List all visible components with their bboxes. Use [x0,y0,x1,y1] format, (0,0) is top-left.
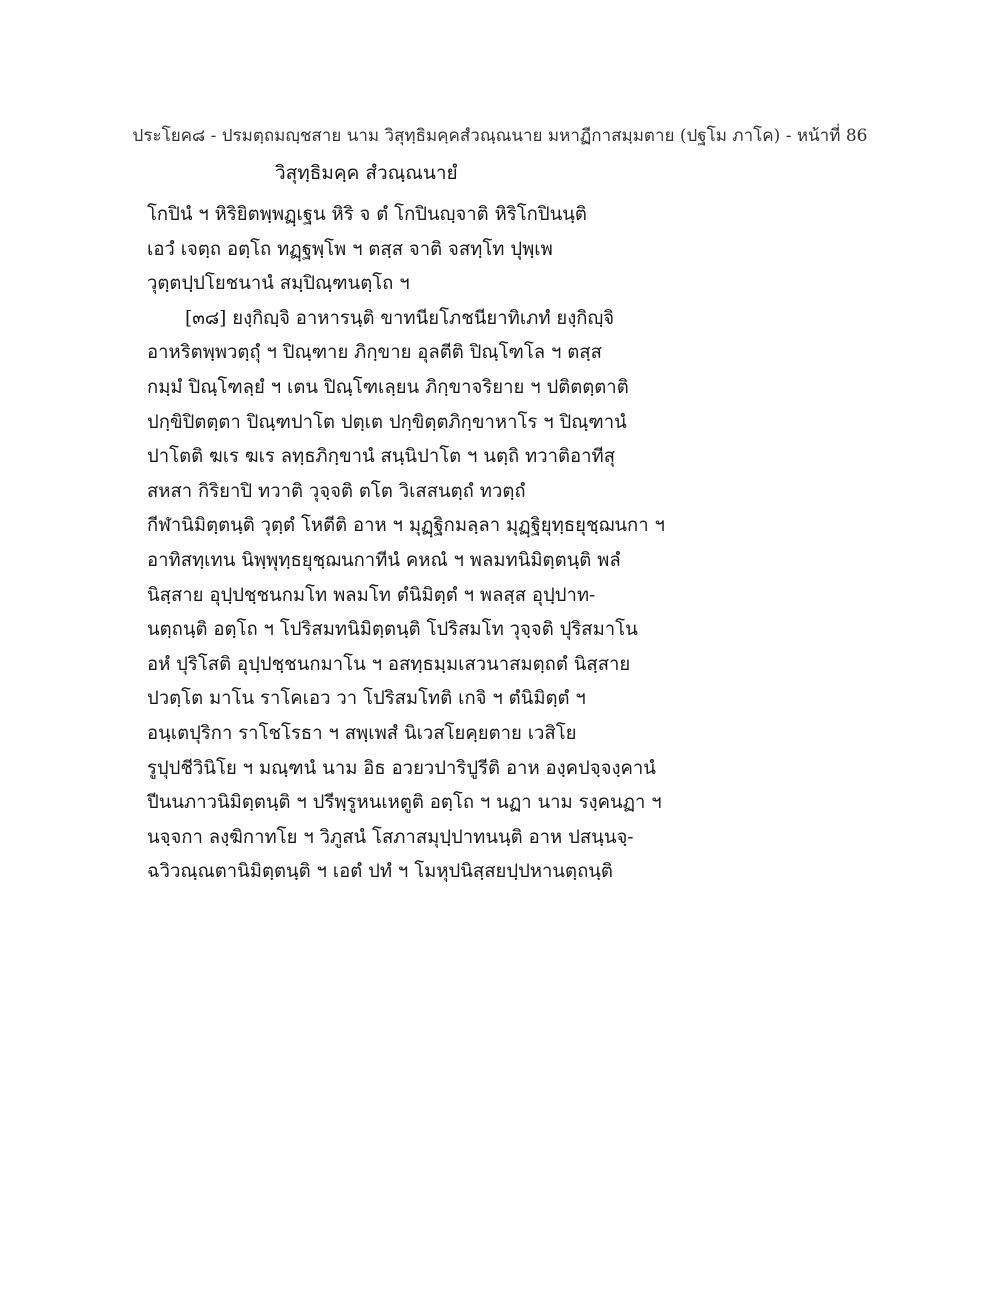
running-header: ประโยค๘ - ปรมตฺถมญฺชสาย นาม วิสุทฺธิมคฺคสํวณฺณนาย มหาฏีกาสมฺมตาย (ปฐโม ภาโค) - หน้าที่ 86 [132,126,868,146]
text-line: กมฺมํ ปิณฺโฑลฺยํ ฯ เตน ปิณฺโฑเลฺยน ภิกฺขาจริยาย ฯ ปติตตฺตาติ [147,376,629,398]
text-line: ปีนนภาวนิมิตฺตนฺติ ฯ ปรีพฺรูหนเหตูติ อตฺโถ ฯ นฏา นาม รงฺคนฏา ฯ [147,792,662,814]
text-line: นตฺถนฺติ อตฺโถ ฯ โปริสมทนิมิตฺตนฺติ โปริสมโท วุจฺจติ ปุริสมาโน [147,619,638,641]
text-line: อาทิสทฺเทน นิพฺพุทฺธยุชฺฌนกาทีนํ คหณํ ฯ พลมทนิมิตฺตนฺติ พลํ [147,549,621,571]
body-text [147,200,867,892]
text-line: รูปุปชีวินิโย ฯ มณฺฑนํ นาม อิธ อวยวปาริปูรีติ อาห องฺคปจฺจงฺคานํ [147,757,656,779]
text-line: ปกฺขิปิตตฺตา ปิณฺฑปาโต ปตฺเต ปกฺขิตฺตภิกฺขาหาโร ฯ ปิณฺฑานํ [147,411,627,433]
text-line: กีฬานิมิตฺตนฺติ วุตฺตํ โหตีติ อาห ฯ มุฏฺฐิกมลฺลา มุฏฺฐิยุทฺธยุชฺฌนกา ฯ [147,515,665,537]
text-line: ปวตฺโต มาโน ราโคเอว วา โปริสมโทติ เกจิ ฯ ตํนิมิตฺตํ ฯ [147,688,586,710]
paragraph-38-start-line: [๓๘] ยงฺกิญฺจิ อาหารนฺติ ขาทนียโภชนียาทิเภทํ ยงฺกิญฺจิ [185,307,615,329]
section-title: วิสุทฺธิมคฺค สํวณฺณนายํ [275,162,458,184]
text-line: อนฺเตปุริกา ราโชโรธา ฯ สพฺเพสํ นิเวสโยคฺยตาย เวสิโย [147,722,577,744]
text-line: สหสา กิริยาปิ ทวาติ วุจฺจติ ตโต วิเสสนตฺถํ ทวตฺถํ [147,480,526,502]
text-line: นิสฺสาย อุปฺปชฺชนกมโท พลมโท ตํนิมิตฺตํ ฯ พลสฺส อุปฺปาท- [147,584,596,606]
text-line: โกปินํ ฯ หิริยิตพฺพฏฺเฐน หิริ จ ตํ โกปินญฺจาติ หิริโกปินนฺติ [147,204,587,225]
text-line: เอวํ เจตฺถ อตฺโถ ทฏฺฐพฺโพ ฯ ตสฺส จาติ จสทฺโท ปุพฺเพ [147,238,553,260]
text-line: ปาโตติ ฆเร ฆเร ลทฺธภิกฺขานํ สนฺนิปาโต ฯ นตฺถิ ทวาติอาทีสุ [147,446,616,468]
text-line: วุตฺตปฺปโยชนานํ สมฺปิณฺฑนตฺโถ ฯ [147,273,410,295]
text-line: อหํ ปุริโสติ อุปฺปชฺชนกมาโน ฯ อสทฺธมฺมเสวนาสมตฺถตํ นิสฺสาย [147,653,631,675]
text-line: อาหริตพฺพวตฺถุํ ฯ ปิณฺฑาย ภิกฺขาย อุลตีติ ปิณฺโฑโล ฯ ตสฺส [147,342,602,364]
text-line: นจฺจกา ลงฺฆิกาทโย ฯ วิภูสนํ โสภาสมุปฺปาทนนฺติ อาห ปสนฺนจฺ- [147,826,634,848]
text-line: ฉวิวณฺณตานิมิตฺตนฺติ ฯ เอตํ ปทํ ฯ โมหุปนิสฺสยปฺปหานตฺถนฺติ [147,861,613,883]
